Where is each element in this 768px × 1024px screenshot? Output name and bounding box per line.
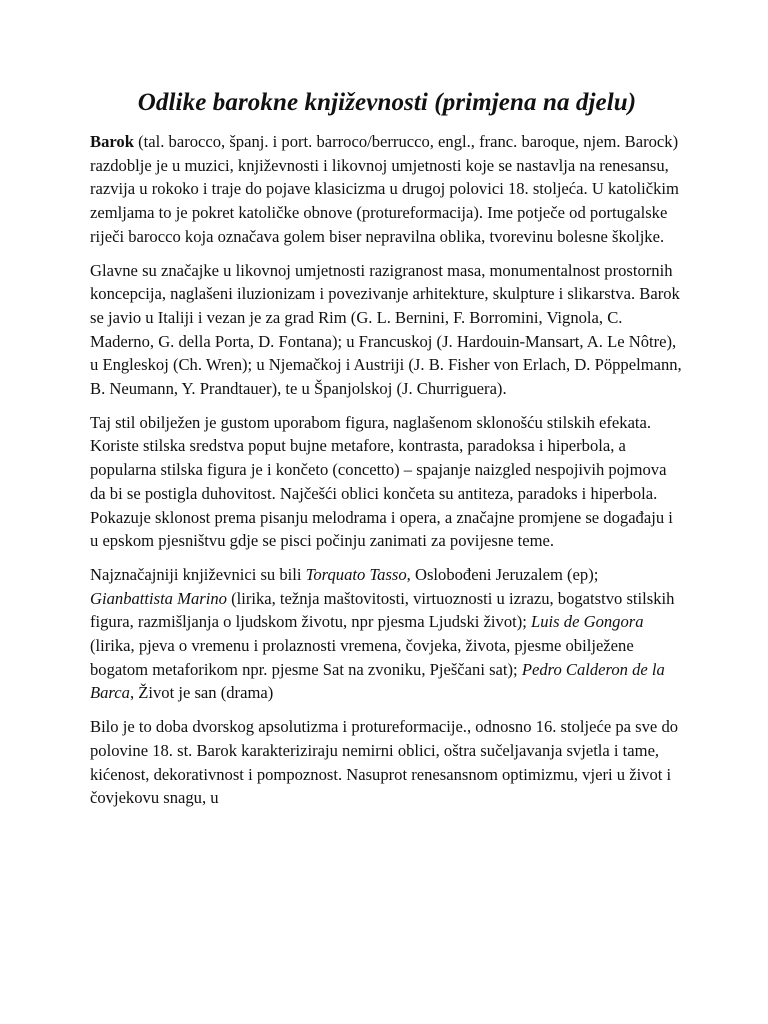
text-run: , Život je san (drama) bbox=[129, 683, 274, 703]
text-run: Taj stil obilježen je gustom uporabom figura, naglašenom sklonošću stilskih efekata. Koriste stilska sredstva poput bujne metafore, kontrasta, paradoksa i hiperbola, a popularna stilska figura je i končeto (concetto) – spajanje naizgled nespojivih pojmova da bi se postigla duhovitost. Najčešći oblici končeta su antiteza, paradoks i hiperbola. Pokazuje sklonost prema pisanju melodrama i opera, a značajne promjene se događaju i u epskom pjesništvu gdje se pisci počinju zanimati za povijesne teme. bbox=[90, 412, 673, 551]
paragraph-style-figures bbox=[90, 411, 684, 553]
paragraph-writers bbox=[90, 563, 684, 705]
paragraph-barok-definition bbox=[90, 130, 684, 249]
text-run: Glavne su značajke u likovnoj umjetnosti razigranost masa, monumentalnost prostornih koncepcija, naglašeni iluzionizam i povezivanje arhitekture, skulpture i slikarstva. Barok se javio u Italiji i vezan je za grad Rim (G. L. Bernini, F. Borromini, Vignola, C. Maderno, G. della Porta, D. Fontana); u Francuskoj (J. Hardouin-Mansart, A. Le Nôtre), u Engleskoj (Ch. Wren); u Njemačkoj i Austriji (J. B. Fisher von Erlach, D. Pöppelmann, B. Neumann, Y. Prandtauer), te u Španjolskoj (J. Churriguera). bbox=[90, 260, 682, 399]
author-name: Pedro Calderon de la Barca bbox=[90, 659, 665, 703]
author-name: Luis de Gongora bbox=[531, 612, 644, 632]
text-run: Barok bbox=[90, 132, 134, 151]
paragraph-historical-context bbox=[90, 715, 684, 810]
text-run: (lirika, težnja maštovitosti, virtuoznosti u izrazu, bogatstvo stilskih figura, razmišljanja o ljudskom životu, npr pjesma Ljudski život); bbox=[90, 588, 675, 632]
text-run: (tal. barocco, španj. i port. barroco/berrucco, engl., franc. baroque, njem. Barock) razdoblje je u muzici, književnosti i likovnoj umjetnosti koje se nastavlja na renesansu, razvija u rokoko i traje do pojave klasicizma u drugoj polovici 18. stoljeća. U katoličkim zemljama to je pokret katoličke obnove (protureformacija). Ime potječe od portugalske riječi barocco koja označava golem biser nepravilna oblika, tvorevinu bolesne školjke. bbox=[90, 132, 679, 246]
text-run: Bilo je to doba dvorskog apsolutizma i protureformacije., odnosno 16. stoljeće pa sve do polovine 18. st. Barok karakteriziraju nemirni oblici, oštra sučeljavanja svjetla i tame, kićenost, dekorativnost i pompoznost. Nasuprot renesansnom optimizmu, vjeri u život i čovjekovu snagu, u bbox=[90, 717, 679, 808]
author-name: Gianbattista Marino bbox=[90, 588, 227, 608]
text-run: , Oslobođeni Jeruzalem (ep); bbox=[406, 564, 599, 584]
document-title: Odlike barokne književnosti (primjena na djelu) bbox=[137, 89, 637, 116]
text-run: (lirika, pjeva o vremenu i prolaznosti vremena, čovjeka, života, pjesme obilježene bogatom metaforikom npr. pjesme Sat na zvoniku, Pješčani sat); bbox=[90, 636, 634, 679]
author-name: Torquato Tasso bbox=[305, 564, 407, 584]
paragraph-visual-arts bbox=[90, 259, 684, 401]
text-run: Najznačajniji književnici su bili bbox=[90, 564, 306, 584]
